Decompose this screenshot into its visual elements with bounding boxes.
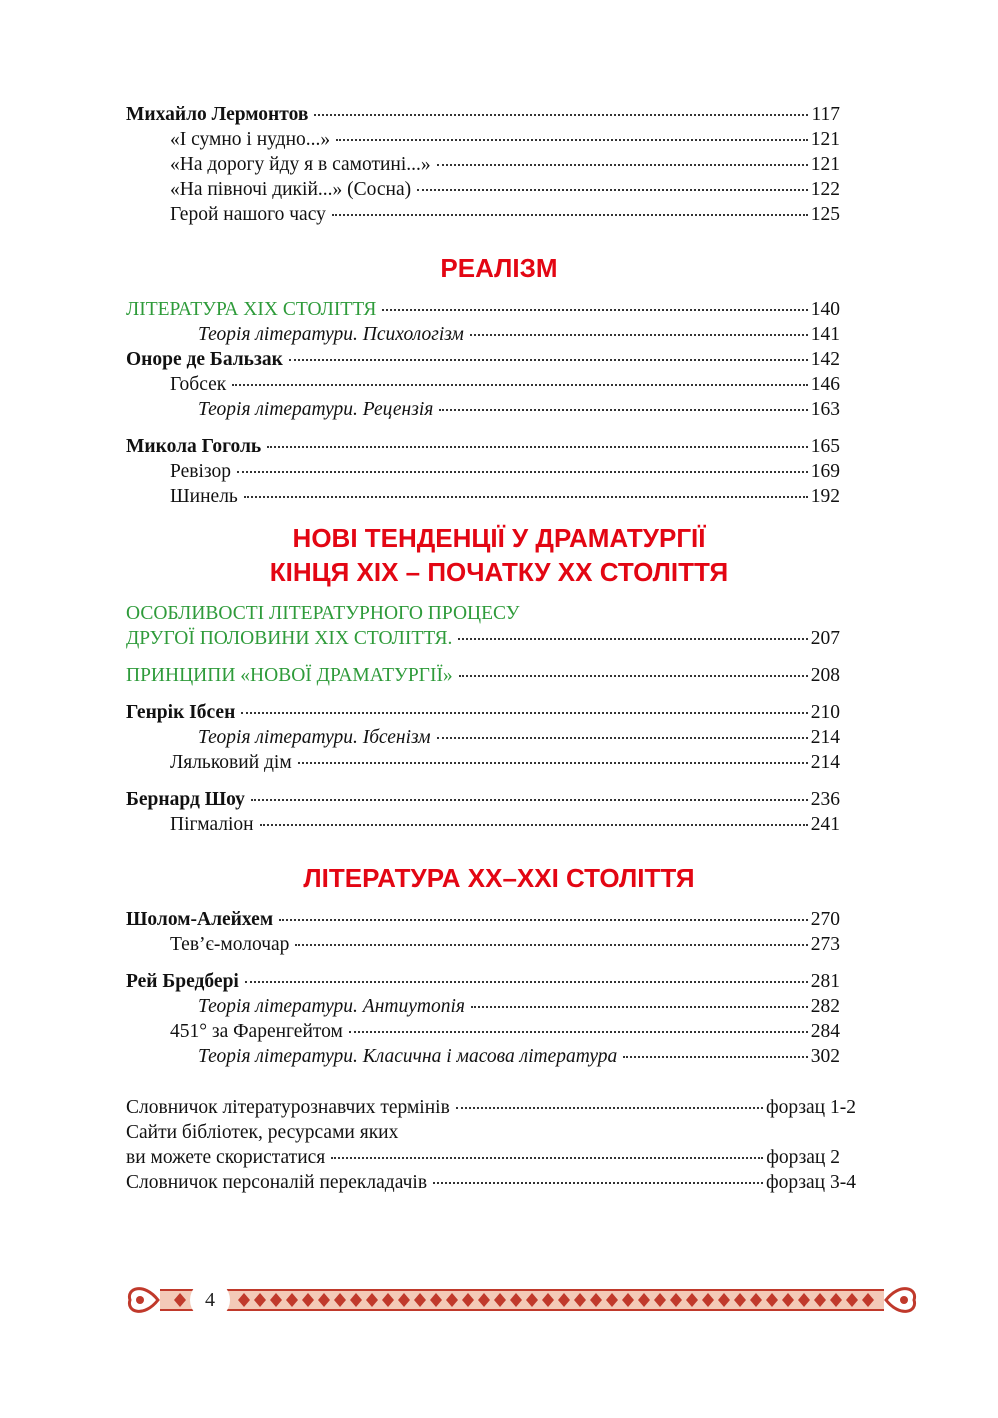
- toc-entry-gogol: [126, 434, 840, 459]
- dot-leader: [349, 1030, 808, 1033]
- toc-page-number: 163: [810, 399, 840, 420]
- toc-label: Теорія літератури. Ібсенізм: [198, 727, 431, 748]
- toc-label: ви можете скористатися: [126, 1147, 326, 1168]
- toc-label: Гобсек: [170, 374, 227, 395]
- toc-label: 451° за Фаренгейтом: [170, 1021, 343, 1042]
- toc-page-number: 125: [810, 204, 840, 225]
- toc-entry-lermontov: [126, 102, 840, 127]
- toc-page-number: 214: [810, 752, 840, 773]
- toc-page-number: 270: [810, 909, 840, 930]
- dot-leader: [332, 213, 808, 216]
- toc-entry-bradbury: [126, 969, 840, 994]
- scroll-ornament-left: [129, 1289, 158, 1312]
- dot-leader: [437, 736, 808, 739]
- toc-label: ЛІТЕРАТУРА ХІХ СТОЛІТТЯ: [126, 299, 377, 320]
- dot-leader: [267, 445, 808, 448]
- toc-entry-sholom: [126, 907, 840, 932]
- toc-entry-revizor: [126, 459, 840, 484]
- toc-page-number: форзац 1-2: [765, 1097, 856, 1118]
- toc-page-number: 236: [810, 789, 840, 810]
- toc-label: Бернард Шоу: [126, 789, 245, 810]
- toc-entry-pigmalion: [126, 812, 840, 837]
- toc-page-number: форзац 3-4: [765, 1172, 856, 1193]
- page-number: 4: [190, 1280, 230, 1320]
- toc-label: Словничок літературознавчих термінів: [126, 1097, 450, 1118]
- toc-entry-geroy: [126, 202, 840, 227]
- toc-label: Теорія літератури. Антиутопія: [198, 996, 465, 1017]
- toc-label: «На дорогу йду я в самотині...»: [170, 154, 431, 175]
- toc-entry-shynel: [126, 484, 840, 509]
- ornament-band: [124, 1276, 920, 1324]
- dot-leader: [331, 1156, 763, 1159]
- toc-label: Герой нашого часу: [170, 204, 326, 225]
- dot-leader: [237, 470, 808, 473]
- toc-label: Оноре де Бальзак: [126, 349, 283, 370]
- toc-label: Генрік Ібсен: [126, 702, 236, 723]
- toc-page-number: 121: [810, 129, 840, 150]
- toc-page-number: 273: [810, 934, 840, 955]
- dot-leader: [298, 761, 808, 764]
- scroll-ornament-right: [886, 1289, 915, 1312]
- toc-label: Теорія літератури. Класична і масова література: [198, 1046, 618, 1067]
- toc-page-number: 142: [810, 349, 840, 370]
- dot-leader: [314, 113, 808, 116]
- section-heading-novi-line2: КІНЦЯ ХІХ – ПОЧАТКУ ХХ СТОЛІТТЯ: [269, 557, 729, 587]
- dot-leader: [382, 308, 807, 311]
- toc-label: Ревізор: [170, 461, 231, 482]
- toc-entry-lialkovyi: [126, 750, 840, 775]
- toc-entry-psycho: [126, 322, 840, 347]
- dot-leader: [417, 188, 808, 191]
- dot-leader: [232, 383, 807, 386]
- toc-label: Шинель: [170, 486, 238, 507]
- toc-entry-lit19: [126, 297, 840, 322]
- toc-label: Тев’є-молочар: [170, 934, 290, 955]
- dot-leader: [241, 711, 807, 714]
- dot-leader: [244, 495, 808, 498]
- toc-page-number: 140: [810, 299, 840, 320]
- toc-entry-sumno: [126, 127, 840, 152]
- toc-page-number: форзац 2: [766, 1147, 840, 1168]
- toc-label: Теорія літератури. Психологізм: [198, 324, 464, 345]
- dot-leader: [289, 358, 808, 361]
- section-heading-novi-line1: НОВІ ТЕНДЕНЦІЇ У ДРАМАТУРГІЇ: [292, 523, 706, 553]
- toc-entry-shaw: [126, 787, 840, 812]
- toc-entry-pryntsypy: [126, 663, 840, 688]
- toc-entry-dorogu: [126, 152, 840, 177]
- toc-label: ДРУГОЇ ПОЛОВИНИ ХІХ СТОЛІТТЯ.: [126, 628, 453, 649]
- toc-label: ПРИНЦИПИ «НОВОЇ ДРАМАТУРГІЇ»: [126, 665, 453, 686]
- toc-entry-pivnochi: [126, 177, 840, 202]
- toc-page-number: 241: [810, 814, 840, 835]
- toc-entry-fahrenheit: [126, 1019, 840, 1044]
- toc-label: Ляльковий дім: [170, 752, 292, 773]
- toc-entry-klasychna: [126, 1044, 840, 1069]
- toc-page-number: 207: [810, 628, 840, 649]
- toc-entry-recenzia: [126, 397, 840, 422]
- toc-page-number: 117: [811, 104, 840, 125]
- section-heading-lit-20-21: ЛІТЕРАТУРА ХХ–ХХІ СТОЛІТТЯ: [303, 863, 695, 893]
- dot-leader: [433, 1181, 763, 1184]
- toc-page-number: 281: [810, 971, 840, 992]
- dot-leader: [439, 408, 807, 411]
- toc-page-number: 284: [810, 1021, 840, 1042]
- toc-entry-antiutopia: [126, 994, 840, 1019]
- section-heading-realizm: РЕАЛІЗМ: [440, 253, 558, 283]
- toc-label: «На півночі дикій...» (Сосна): [170, 179, 412, 200]
- toc-label-osoblyvosti-line1: ОСОБЛИВОСТІ ЛІТЕРАТУРНОГО ПРОЦЕСУ: [126, 603, 520, 624]
- toc-entry-saity: [126, 1145, 840, 1170]
- toc-page-number: 282: [810, 996, 840, 1017]
- dot-leader: [251, 798, 808, 801]
- toc-label: Михайло Лермонтов: [126, 104, 309, 125]
- toc-label: Пігмаліон: [170, 814, 254, 835]
- dot-leader: [260, 823, 808, 826]
- toc-entry-balzac: [126, 347, 840, 372]
- dot-leader: [470, 333, 808, 336]
- toc-label: Рей Бредбері: [126, 971, 239, 992]
- dot-leader: [456, 1106, 763, 1109]
- toc-entry-ibsen: [126, 700, 840, 725]
- toc-entry-ibsenizm: [126, 725, 840, 750]
- dot-leader: [279, 918, 808, 921]
- toc-label: Микола Гоголь: [126, 436, 262, 457]
- dot-leader: [623, 1055, 807, 1058]
- dot-leader: [336, 138, 808, 141]
- toc-page-number: 121: [810, 154, 840, 175]
- toc-page-number: 169: [810, 461, 840, 482]
- toc-label-saity-line1: Сайти бібліотек, ресурсами яких: [126, 1122, 399, 1143]
- dot-leader: [471, 1005, 808, 1008]
- dot-leader: [459, 674, 808, 677]
- toc-entry-slovnychok: [126, 1095, 856, 1120]
- toc-page-number: 122: [810, 179, 840, 200]
- toc-label: Словничок персоналій перекладачів: [126, 1172, 428, 1193]
- toc-entry-tevie: [126, 932, 840, 957]
- toc-page-number: 146: [810, 374, 840, 395]
- toc-page-number: 192: [810, 486, 840, 507]
- toc-entry-osoblyvosti: [126, 626, 840, 651]
- toc-page-number: 210: [810, 702, 840, 723]
- toc-label: «І сумно і нудно...»: [170, 129, 331, 150]
- toc-page-number: 208: [810, 665, 840, 686]
- toc-label: Теорія літератури. Рецензія: [198, 399, 434, 420]
- dot-leader: [295, 943, 807, 946]
- toc-page-number: 141: [810, 324, 840, 345]
- dot-leader: [245, 980, 808, 983]
- toc-page-number: 165: [810, 436, 840, 457]
- toc-page-number: 214: [810, 727, 840, 748]
- toc-label: Шолом-Алейхем: [126, 909, 274, 930]
- dot-leader: [458, 637, 807, 640]
- toc-entry-gobsek: [126, 372, 840, 397]
- toc-page-number: 302: [810, 1046, 840, 1067]
- dot-leader: [437, 163, 808, 166]
- toc-entry-personalii: [126, 1170, 856, 1195]
